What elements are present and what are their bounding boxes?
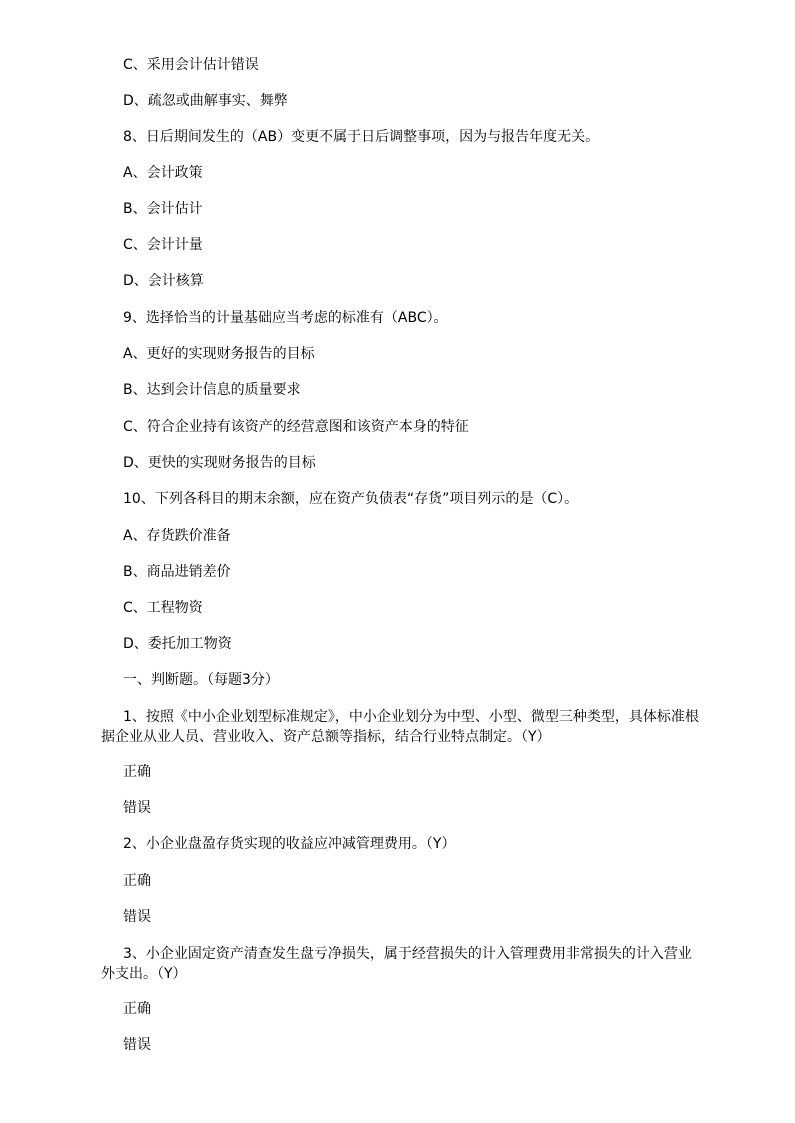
section-heading: 一、判断题。（每题3分） <box>123 672 279 688</box>
q10-option-d: D、委托加工物资 <box>123 636 232 652</box>
tf3-wrong: 错误 <box>123 1037 151 1053</box>
tf3-stem: 3、小企业固定资产清查发生盘亏净损失，属于经营损失的计入管理费用非常损失的计入营业外支出。（Y） <box>101 946 692 982</box>
q9-option-b: B、达到会计信息的质量要求 <box>123 382 301 398</box>
q9-option-c: C、符合企业持有该资产的经营意图和该资产本身的特征 <box>123 419 469 435</box>
tf1-correct: 正确 <box>123 764 151 780</box>
tf2-wrong: 错误 <box>123 909 151 925</box>
tf2-stem: 2、小企业盘盈存货实现的收益应冲减管理费用。（Y） <box>123 836 456 852</box>
q8-option-b: B、会计估计 <box>123 201 203 217</box>
tf2-correct: 正确 <box>123 873 151 889</box>
q8-stem: 8、日后期间发生的（AB）变更不属于日后调整事项，因为与报告年度无关。 <box>123 129 600 145</box>
tf1-wrong: 错误 <box>123 800 151 816</box>
q8-option-c: C、会计计量 <box>123 237 203 253</box>
q8-option-d: D、会计核算 <box>123 273 204 289</box>
q7-option-d: D、疏忽或曲解事实、舞弊 <box>123 93 288 109</box>
q10-option-b: B、商品进销差价 <box>123 564 231 580</box>
q9-option-d: D、更快的实现财务报告的目标 <box>123 455 316 471</box>
tf1-stem: 1、按照《中小企业划型标准规定》，中小企业划分为中型、小型、微型三种类型，具体标准根据企业从业人员、营业收入、资产总额等指标，结合行业特点制定。（Y） <box>101 709 699 745</box>
q10-option-c: C、工程物资 <box>123 600 203 616</box>
q10-option-a: A、存货跌价准备 <box>123 528 231 544</box>
q10-stem: 10、下列各科目的期末余额，应在资产负债表“存货”项目列示的是（C）。 <box>123 491 579 507</box>
tf3-correct: 正确 <box>123 1001 151 1017</box>
q8-option-a: A、会计政策 <box>123 165 203 181</box>
q9-stem: 9、选择恰当的计量基础应当考虑的标准有（ABC）。 <box>123 310 448 326</box>
q7-option-c: C、采用会计估计错误 <box>123 57 259 73</box>
q9-option-a: A、更好的实现财务报告的目标 <box>123 346 315 362</box>
